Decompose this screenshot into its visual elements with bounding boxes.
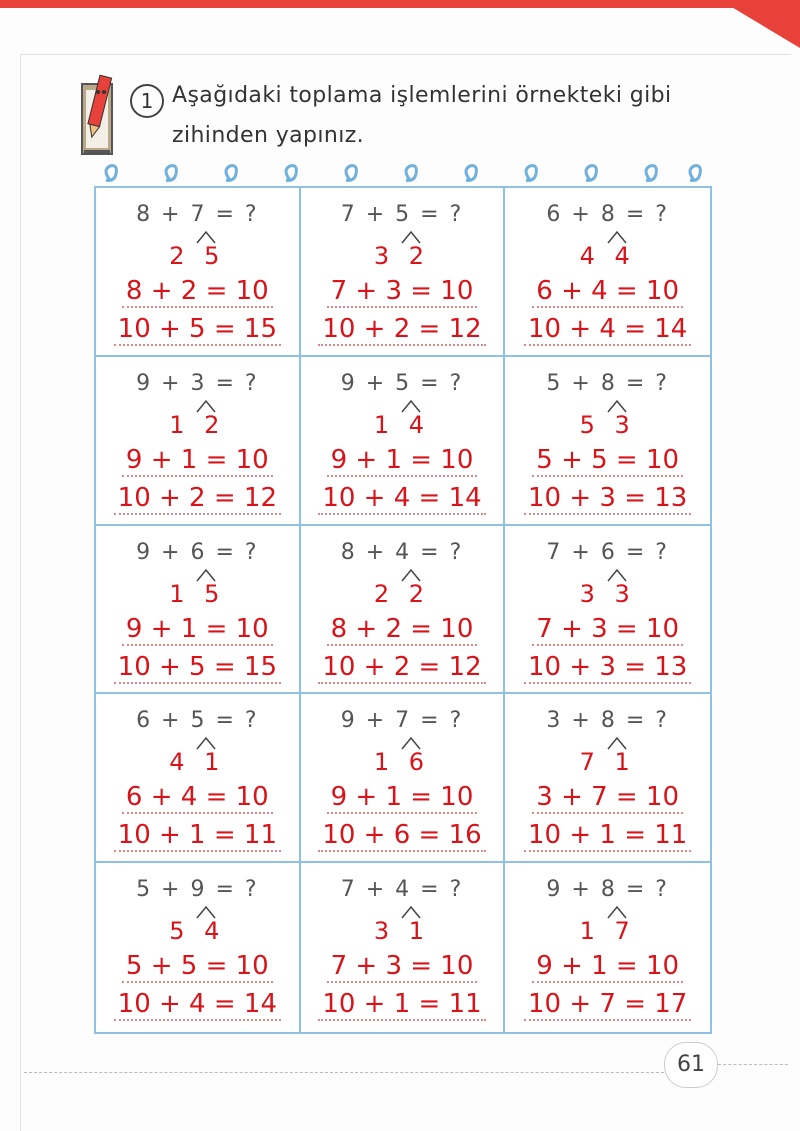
number-split: 1 6 <box>373 748 431 777</box>
instruction-text <box>172 76 692 156</box>
step-one: 3 + 7 = 10 <box>532 782 683 814</box>
exercise-cell <box>505 526 710 695</box>
corner-decoration <box>720 0 800 48</box>
notebook-rings <box>96 160 708 188</box>
step-one: 7 + 3 = 10 <box>327 951 478 983</box>
exercise-cell <box>96 526 301 695</box>
step-one: 9 + 1 = 10 <box>327 445 478 477</box>
footer-divider-right <box>718 1064 788 1065</box>
step-one: 6 + 4 = 10 <box>122 782 273 814</box>
exercise-question: 7 + 6 = ? <box>546 539 669 565</box>
number-split: 4 4 <box>579 242 636 270</box>
exercise-cell <box>96 863 301 1032</box>
exercise-question: 6 + 5 = ? <box>136 708 259 734</box>
step-two: 10 + 5 = 15 <box>114 314 281 346</box>
number-split: 3 3 <box>579 579 636 608</box>
number-split: 5 3 <box>579 410 636 439</box>
exercise-question: 8 + 4 = ? <box>340 539 464 565</box>
exercise-cell <box>96 188 301 357</box>
step-two: 10 + 3 = 13 <box>524 483 691 515</box>
step-one: 8 + 2 = 10 <box>327 614 478 646</box>
instruction-line-1: Aşağıdaki toplama işlemlerini örnekteki gibi <box>172 83 672 108</box>
exercise-cell <box>505 357 710 526</box>
step-two: 10 + 7 = 17 <box>524 989 691 1021</box>
exercise-cell <box>505 694 710 863</box>
step-one: 5 + 5 = 10 <box>532 445 683 477</box>
step-two: 10 + 5 = 15 <box>114 652 281 684</box>
step-two: 10 + 4 = 14 <box>524 314 691 346</box>
top-color-bar <box>0 0 800 8</box>
exercise-cell <box>505 188 710 357</box>
exercise-question: 7 + 4 = ? <box>340 877 464 903</box>
exercise-question: 6 + 8 = ? <box>546 202 669 227</box>
step-two: 10 + 1 = 11 <box>114 820 281 852</box>
number-split: 1 4 <box>373 410 431 439</box>
exercise-question: 9 + 5 = ? <box>340 370 464 396</box>
exercise-grid <box>94 186 712 1034</box>
exercise-cell <box>301 188 506 357</box>
number-split: 2 5 <box>169 242 226 270</box>
exercise-question: 5 + 9 = ? <box>136 877 259 903</box>
step-one: 6 + 4 = 10 <box>532 276 683 308</box>
exercise-cell <box>301 526 506 695</box>
exercise-question: 9 + 8 = ? <box>546 877 669 903</box>
step-two: 10 + 3 = 13 <box>524 652 691 684</box>
step-one: 7 + 3 = 10 <box>532 614 683 646</box>
exercise-question: 9 + 3 = ? <box>136 370 259 396</box>
step-two: 10 + 6 = 16 <box>318 820 485 852</box>
question-number: 1 <box>130 84 164 118</box>
exercise-cell <box>301 863 506 1032</box>
number-split: 7 1 <box>579 748 636 777</box>
step-two: 10 + 1 = 11 <box>318 989 485 1021</box>
step-one: 9 + 1 = 10 <box>122 614 273 646</box>
step-two: 10 + 4 = 14 <box>318 483 485 515</box>
exercise-question: 3 + 8 = ? <box>546 708 669 734</box>
number-split: 3 1 <box>373 917 431 946</box>
step-one: 9 + 1 = 10 <box>532 951 683 983</box>
step-two: 10 + 2 = 12 <box>318 652 485 684</box>
exercise-question: 8 + 7 = ? <box>136 202 259 227</box>
step-one: 9 + 1 = 10 <box>122 445 273 477</box>
exercise-cell <box>96 357 301 526</box>
step-one: 8 + 2 = 10 <box>122 276 273 308</box>
step-two: 10 + 2 = 12 <box>114 483 281 515</box>
step-one: 9 + 1 = 10 <box>327 782 478 814</box>
exercise-cell <box>505 863 710 1032</box>
step-one: 5 + 5 = 10 <box>122 951 273 983</box>
exercise-question: 5 + 8 = ? <box>546 370 669 396</box>
step-two: 10 + 2 = 12 <box>318 314 485 346</box>
exercise-cell <box>96 694 301 863</box>
footer-divider <box>24 1072 664 1073</box>
number-split: 1 7 <box>579 917 636 946</box>
exercise-cell <box>301 694 506 863</box>
number-split: 3 2 <box>373 242 431 270</box>
step-one: 7 + 3 = 10 <box>327 276 478 308</box>
step-two: 10 + 1 = 11 <box>524 820 691 852</box>
exercise-question: 9 + 6 = ? <box>136 539 259 565</box>
page-number: 61 <box>664 1042 718 1088</box>
exercise-cell <box>301 357 506 526</box>
pencil-icon <box>80 74 124 156</box>
number-split: 2 2 <box>373 579 431 608</box>
number-split: 1 5 <box>169 579 226 608</box>
number-split: 1 2 <box>169 410 226 439</box>
step-two: 10 + 4 = 14 <box>114 989 281 1021</box>
number-split: 5 4 <box>169 917 226 946</box>
exercise-question: 9 + 7 = ? <box>340 708 464 734</box>
exercise-question: 7 + 5 = ? <box>340 202 464 227</box>
instruction-line-2: zihinden yapınız. <box>172 123 365 148</box>
number-split: 4 1 <box>169 748 226 777</box>
